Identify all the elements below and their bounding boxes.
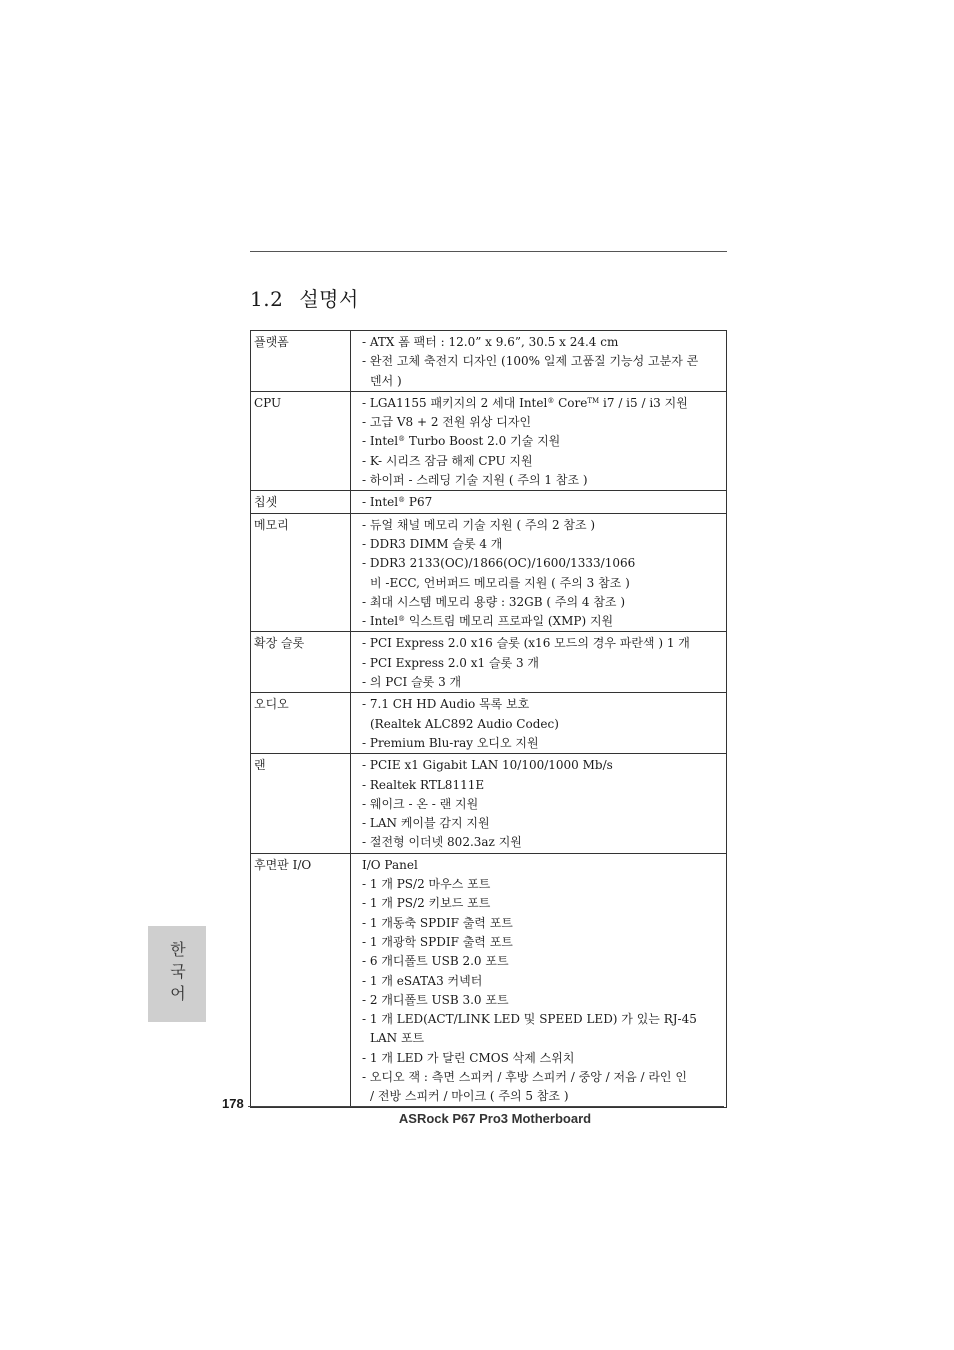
language-label: 한국어 <box>167 941 187 1007</box>
spec-category: 확장 슬롯 <box>251 632 351 693</box>
spec-line: - PCI Express 2.0 x16 슬롯 (x16 모드의 경우 파란색 ) 1 개 <box>362 636 690 651</box>
spec-category: 오디오 <box>251 693 351 754</box>
spec-category: 칩셋 <box>251 491 351 513</box>
spec-line: - Intel® P67 <box>362 495 433 510</box>
spec-values <box>351 391 727 490</box>
spec-category: 메모리 <box>251 513 351 632</box>
spec-row <box>251 853 727 1107</box>
spec-line: - LGA1155 패키지의 2 세대 Intel® Core™ i7 / i5 / i3 지원 <box>362 395 688 410</box>
spec-line: - 오디오 잭 : 측면 스피커 / 후방 스피커 / 중앙 / 저음 / 라인 인 <box>362 1069 687 1084</box>
section-heading <box>250 283 359 312</box>
top-rule <box>250 251 727 252</box>
spec-line: - 웨이크 - 온 - 랜 지원 <box>362 796 479 811</box>
spec-line: - 의 PCI 슬롯 3 개 <box>362 675 462 690</box>
spec-line: - 1 개광학 SPDIF 출력 포트 <box>362 934 513 949</box>
spec-line: - PCI Express 2.0 x1 슬롯 3 개 <box>362 655 540 670</box>
spec-line: - 완전 고체 축전지 디자인 (100% 일제 고품질 기능성 고분자 콘 <box>362 354 699 369</box>
spec-line: I/O Panel <box>362 857 418 872</box>
spec-line: - ATX 폼 팩터 : 12.0” x 9.6”, 30.5 x 24.4 cm <box>362 335 619 349</box>
spec-row <box>251 331 727 392</box>
spec-line: - 1 개 LED 가 달린 CMOS 삭제 스위치 <box>362 1050 575 1065</box>
spec-line: 비 -ECC, 언버퍼드 메모리를 지원 ( 주의 3 참조 ) <box>370 575 630 590</box>
spec-line: - 1 개동축 SPDIF 출력 포트 <box>362 915 513 930</box>
page-number: 178 <box>222 1096 244 1111</box>
spec-values <box>351 853 727 1107</box>
spec-row <box>251 513 727 632</box>
spec-values <box>351 754 727 853</box>
spec-line: - Intel® 익스트림 메모리 프로파일 (XMP) 지원 <box>362 614 614 629</box>
spec-line: - LAN 케이블 감지 지원 <box>362 816 490 831</box>
spec-row <box>251 693 727 754</box>
spec-line: 덴서 ) <box>370 373 402 388</box>
spec-line: - 고급 V8 + 2 전원 위상 디자인 <box>362 415 532 430</box>
spec-values <box>351 331 727 392</box>
spec-values <box>351 693 727 754</box>
spec-line: - DDR3 2133(OC)/1866(OC)/1600/1333/1066 <box>362 556 636 571</box>
spec-line: - K- 시리즈 잠금 해제 CPU 지원 <box>362 453 533 468</box>
spec-line: - Realtek RTL8111E <box>362 777 485 792</box>
language-side-tab <box>148 926 206 1022</box>
spec-values <box>351 513 727 632</box>
spec-line: - 1 개 LED(ACT/LINK LED 및 SPEED LED) 가 있는 RJ-45 <box>362 1012 697 1027</box>
section-title: 설명서 <box>299 287 359 311</box>
section-number: 1.2 <box>250 287 284 311</box>
spec-line: - 1 개 eSATA3 커넥터 <box>362 973 483 988</box>
spec-line: - 1 개 PS/2 마우스 포트 <box>362 877 491 892</box>
spec-line: LAN 포트 <box>370 1031 425 1046</box>
spec-table <box>250 330 727 1108</box>
spec-category: CPU <box>251 391 351 490</box>
spec-line: / 전방 스피커 / 마이크 ( 주의 5 참조 ) <box>370 1089 569 1104</box>
spec-line: - 최대 시스템 메모리 용량 : 32GB ( 주의 4 참조 ) <box>362 594 626 609</box>
spec-category: 플랫폼 <box>251 331 351 392</box>
spec-category: 후면판 I/O <box>251 853 351 1107</box>
spec-line: - 1 개 PS/2 키보드 포트 <box>362 896 491 911</box>
spec-values <box>351 491 727 513</box>
spec-line: - 하이퍼 - 스레딩 기술 지원 ( 주의 1 참조 ) <box>362 473 588 488</box>
spec-row <box>251 754 727 853</box>
spec-line: - Intel® Turbo Boost 2.0 기술 지원 <box>362 434 561 449</box>
spec-line: (Realtek ALC892 Audio Codec) <box>370 716 559 731</box>
footer-title: ASRock P67 Pro3 Motherboard <box>398 1111 592 1126</box>
spec-category: 랜 <box>251 754 351 853</box>
spec-line: - 6 개디폴트 USB 2.0 포트 <box>362 954 509 969</box>
spec-row <box>251 391 727 490</box>
spec-row <box>251 632 727 693</box>
spec-line: - Premium Blu-ray 오디오 지원 <box>362 735 539 750</box>
spec-line: - 절전형 이더넷 802.3az 지원 <box>362 835 522 850</box>
spec-line: - PCIE x1 Gigabit LAN 10/100/1000 Mb/s <box>362 758 613 773</box>
spec-line: - 듀얼 채널 메모리 기술 지원 ( 주의 2 참조 ) <box>362 517 596 532</box>
spec-line: - 7.1 CH HD Audio 목록 보호 <box>362 697 530 712</box>
spec-values <box>351 632 727 693</box>
footer-rule <box>248 1106 724 1107</box>
spec-line: - DDR3 DIMM 슬롯 4 개 <box>362 536 503 551</box>
spec-row <box>251 491 727 513</box>
spec-line: - 2 개디폴트 USB 3.0 포트 <box>362 992 509 1007</box>
spec-table-body <box>251 331 727 1108</box>
